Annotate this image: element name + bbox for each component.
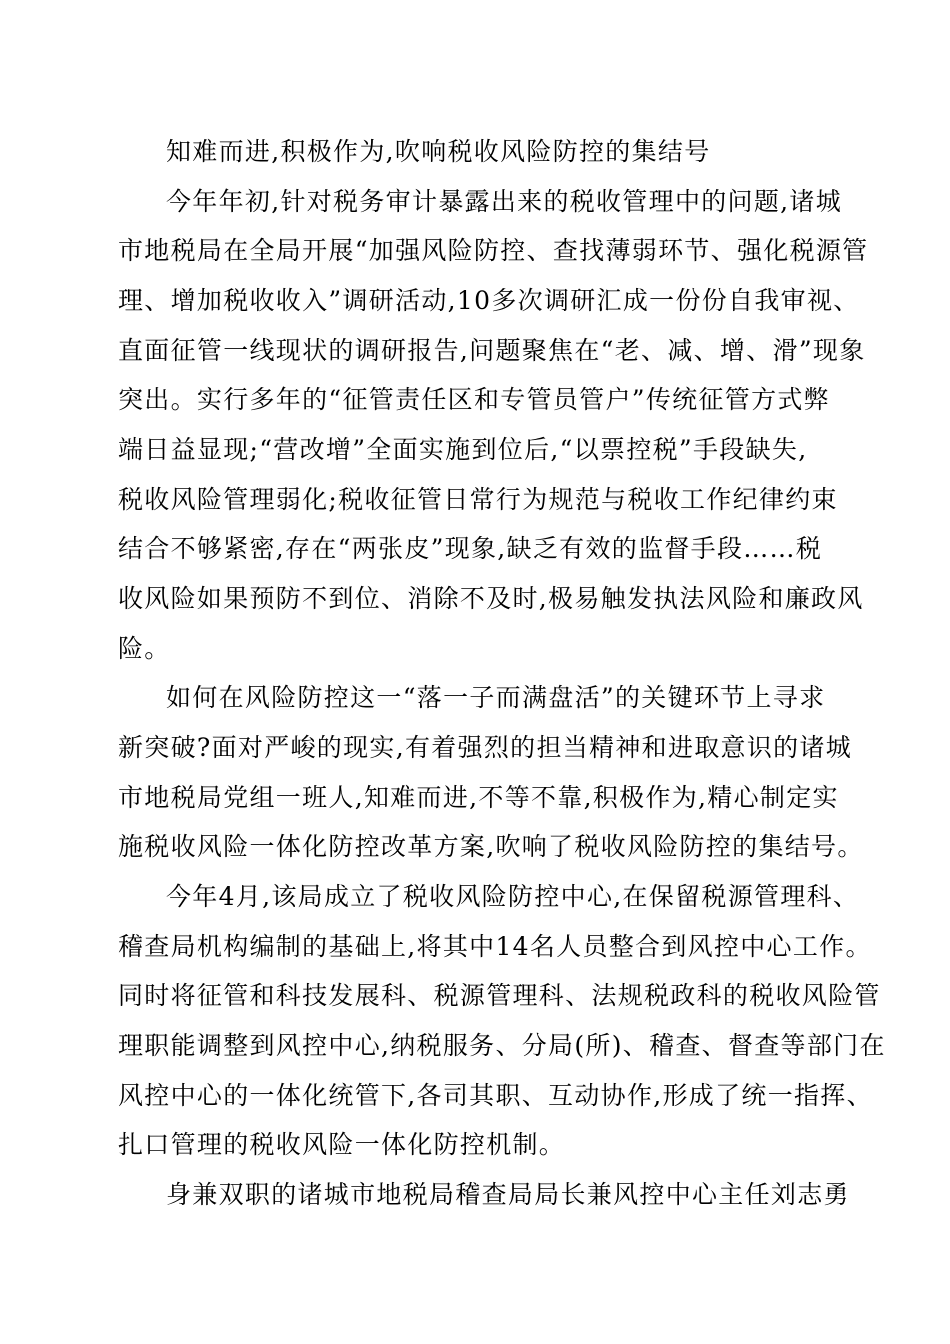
text-line: 扎口管理的税收风险一体化防控机制。: [118, 1130, 566, 1159]
text-line: 直面征管一线现状的调研报告,问题聚焦在“老、减、增、滑”现象: [118, 336, 866, 365]
text-line: 市地税局在全局开展“加强风险防控、查找薄弱环节、强化税源管: [118, 236, 869, 265]
text-line: 税收风险管理弱化;税收征管日常行为规范与税收工作纪律约束: [118, 485, 838, 514]
text-line: 市地税局党组一班人,知难而进,不等不靠,积极作为,精心制定实: [118, 783, 839, 812]
text-line: 理、增加税收收入”调研活动,10多次调研汇成一份份自我审视、: [118, 286, 860, 315]
text-line: 突出。实行多年的“征管责任区和专管员管户”传统征管方式弊: [118, 385, 830, 414]
text-line: 身兼双职的诸城市地税局稽查局局长兼风控中心主任刘志勇: [166, 1180, 850, 1209]
text-line: 如何在风险防控这一“落一子而满盘活”的关键环节上寻求: [166, 683, 826, 712]
text-line: 施税收风险一体化防控改革方案,吹响了税收风险防控的集结号。: [118, 832, 864, 861]
text-line: 稽查局机构编制的基础上,将其中14名人员整合到风控中心工作。: [118, 932, 872, 961]
text-line: 险。: [118, 634, 171, 663]
text-line: 新突破?面对严峻的现实,有着强烈的担当精神和进取意识的诸城: [118, 733, 853, 762]
section-heading: 知难而进,积极作为,吹响税收风险防控的集结号: [166, 137, 711, 166]
text-line: 理职能调整到风控中心,纳税服务、分局(所)、稽查、督查等部门在: [118, 1031, 886, 1060]
text-line: 同时将征管和科技发展科、税源管理科、法规税政科的税收风险管: [118, 981, 881, 1010]
text-line: 今年年初,针对税务审计暴露出来的税收管理中的问题,诸城: [166, 187, 842, 216]
text-line: 端日益显现;“营改增”全面实施到位后,“以票控税”手段缺失,: [118, 435, 808, 464]
text-line: 风控中心的一体化统管下,各司其职、互动协作,形成了统一指挥、: [118, 1081, 873, 1110]
text-line: 结合不够紧密,存在“两张皮”现象,缺乏有效的监督手段……税: [118, 534, 823, 563]
text-line: 今年4月,该局成立了税收风险防控中心,在保留税源管理科、: [166, 882, 860, 911]
text-line: 收风险如果预防不到位、消除不及时,极易触发执法风险和廉政风: [118, 584, 864, 613]
